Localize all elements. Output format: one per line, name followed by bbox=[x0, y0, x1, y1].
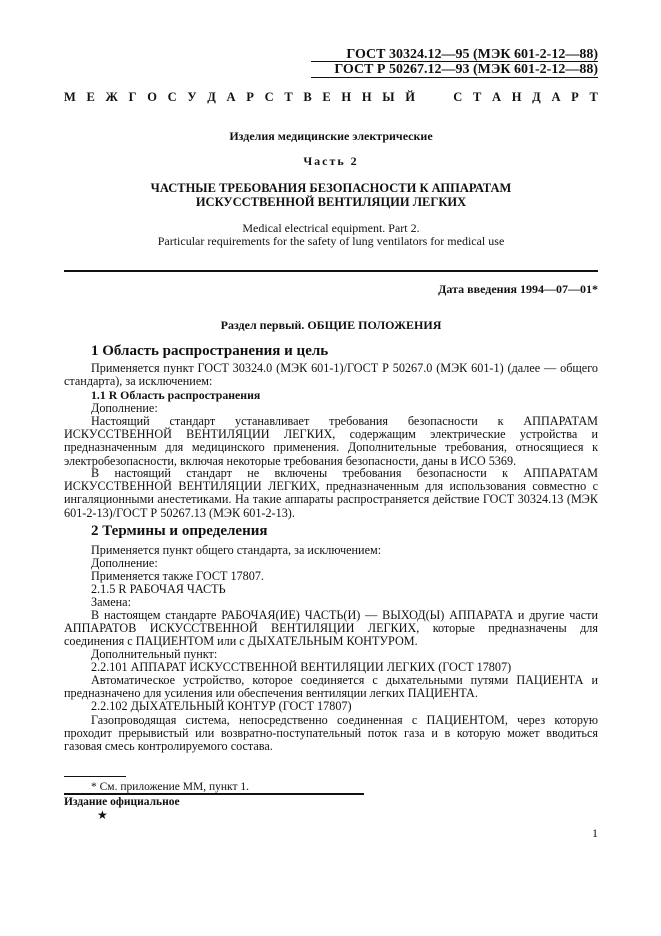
banner-letter: Н bbox=[361, 90, 372, 104]
footnote: * См. приложение ММ, пункт 1. bbox=[91, 781, 249, 793]
banner-letter bbox=[426, 90, 429, 105]
term-2-2-101: 2.2.101 АППАРАТ ИСКУССТВЕННОЙ ВЕНТИЛЯЦИИ ЛЕГКИХ (ГОСТ 17807) bbox=[91, 660, 512, 674]
english-title-line-1: Medical electrical equipment. Part 2. bbox=[242, 221, 420, 235]
series-title: Изделия медицинские электрические bbox=[229, 129, 433, 143]
term-2-1-5: 2.1.5 R РАБОЧАЯ ЧАСТЬ bbox=[91, 582, 226, 596]
clause-1-1-addition: Дополнение: bbox=[91, 401, 158, 415]
banner-letter: С bbox=[167, 90, 177, 104]
banner-letter: Т bbox=[472, 90, 482, 104]
banner-letter: А bbox=[226, 90, 236, 104]
header-designation-2: ГОСТ Р 50267.12—93 (МЭК 601-2-12—88) bbox=[334, 62, 598, 77]
clause-2-addition: Дополнение: bbox=[91, 556, 158, 570]
footnote-rule bbox=[64, 776, 126, 777]
banner-letter: Т bbox=[589, 90, 598, 104]
banner-letter: А bbox=[551, 90, 561, 104]
banner-letter: В bbox=[303, 90, 312, 104]
header-underline bbox=[311, 77, 598, 78]
banner-letter: Ы bbox=[382, 90, 395, 104]
main-title-line-2: ИСКУССТВЕННОЙ ВЕНТИЛЯЦИИ ЛЕГКИХ bbox=[195, 195, 467, 209]
introduction-date: Дата введения 1994—07—01* bbox=[438, 282, 598, 296]
clause-2-also: Применяется также ГОСТ 17807. bbox=[91, 569, 264, 583]
clause-1-1-exclusion: В настоящий стандарт не включены требования безопасности к АППАРАТАМ ИСКУССТВЕННОЙ ВЕНТИЛЯЦИИ ЛЕГКИХ, предназначенным для использования совместно с ингаляционными анестетиками. На такие аппараты распространяется действие ГОСТ 30324.13 (МЭК 601-2-13)/ГОСТ Р 50267.13 (МЭК 601-2-13). bbox=[64, 466, 598, 520]
term-2-1-5-replacement: Замена: bbox=[91, 595, 131, 609]
section-title: Раздел первый. ОБЩИЕ ПОЛОЖЕНИЯ bbox=[220, 318, 442, 332]
page-number: 1 bbox=[592, 826, 598, 840]
clause-1-heading: 1 Область распространения и цель bbox=[91, 343, 329, 359]
term-2-2-102: 2.2.102 ДЫХАТЕЛЬНЫЙ КОНТУР (ГОСТ 17807) bbox=[91, 699, 352, 713]
term-2-1-5-definition: В настоящем стандарте РАБОЧАЯ(ИЕ) ЧАСТЬ(И) — ВЫХОД(Ы) АППАРАТА и другие части АППАРАТОВ ИСКУССТВЕННОЙ ВЕНТИЛЯЦИИ ЛЕГКИХ, которые предназначены для соединения с ПАЦИЕНТОМ или с ДЫХАТЕЛЬНЫМ КОНТУРОМ. bbox=[64, 608, 598, 649]
banner-letter: Е bbox=[322, 90, 331, 104]
banner-letter: Ж bbox=[105, 90, 118, 104]
clause-1-1-text: Настоящий стандарт устанавливает требования безопасности к АППАРАТАМ ИСКУССТВЕННОЙ ВЕНТИЛЯЦИИ ЛЕГКИХ, содержащим электрические устройства и предназначенным для медицинского применения. Дополнительные требования, относящиеся к электробезопасности, включая некоторые требования безопасности, даны в ИСО 5369. bbox=[64, 414, 598, 468]
clause-2-intro: Применяется пункт общего стандарта, за исключением: bbox=[91, 543, 382, 557]
banner-letter: М bbox=[64, 90, 76, 104]
banner-letter bbox=[439, 90, 442, 105]
banner-letter: Й bbox=[405, 90, 415, 104]
banner-letter: С bbox=[264, 90, 274, 104]
header-designation-1: ГОСТ 30324.12—95 (МЭК 601-2-12—88) bbox=[346, 47, 598, 62]
banner-letter: Г bbox=[128, 90, 137, 104]
official-edition: Издание официальное bbox=[64, 796, 180, 808]
additional-clause-label: Дополнительный пункт: bbox=[91, 647, 218, 661]
banner-letter: Р bbox=[246, 90, 254, 104]
term-2-2-102-definition: Газопроводящая система, непосредственно соединенная с ПАЦИЕНТОМ, через которую проходит прерывистый или возвратно-поступательный поток газа и в которую может вводиться газовая смесь контролируемого состава. bbox=[64, 713, 598, 754]
banner-letter: О bbox=[147, 90, 157, 104]
banner-letter: Н bbox=[511, 90, 522, 104]
banner-letter: А bbox=[492, 90, 502, 104]
clause-1-intro: Применяется пункт ГОСТ 30324.0 (МЭК 601-1)/ГОСТ Р 50267.0 (МЭК 601-1) (далее — общего стандарта), за исключением: bbox=[64, 361, 598, 389]
part-title: Часть 2 bbox=[303, 154, 359, 168]
banner-letter: Т bbox=[284, 90, 293, 104]
english-title-line-2: Particular requirements for the safety of lung ventilators for medical use bbox=[157, 234, 505, 248]
star-icon: ★ bbox=[97, 808, 108, 822]
title-rule bbox=[64, 270, 598, 272]
banner-letter: Н bbox=[341, 90, 352, 104]
banner-letter: Р bbox=[571, 90, 579, 104]
term-2-2-101-definition: Автоматическое устройство, которое соединяется с дыхательными путями ПАЦИЕНТА и предназначено для усиления или обеспечения вентиляции легких ПАЦИЕНТА. bbox=[64, 673, 598, 701]
banner-letter: Д bbox=[532, 90, 541, 104]
edition-rule bbox=[64, 793, 364, 795]
interstate-standard-banner bbox=[64, 90, 598, 105]
banner-letter: Е bbox=[86, 90, 95, 104]
main-title-line-1: ЧАСТНЫЕ ТРЕБОВАНИЯ БЕЗОПАСНОСТИ К АППАРАТАМ bbox=[150, 181, 512, 195]
banner-letter: У bbox=[187, 90, 197, 104]
clause-2-heading: 2 Термины и определения bbox=[91, 523, 268, 539]
banner-letter: Д bbox=[207, 90, 216, 104]
clause-1-1-heading: 1.1 R Область распространения bbox=[91, 388, 261, 402]
banner-letter: С bbox=[453, 90, 463, 104]
